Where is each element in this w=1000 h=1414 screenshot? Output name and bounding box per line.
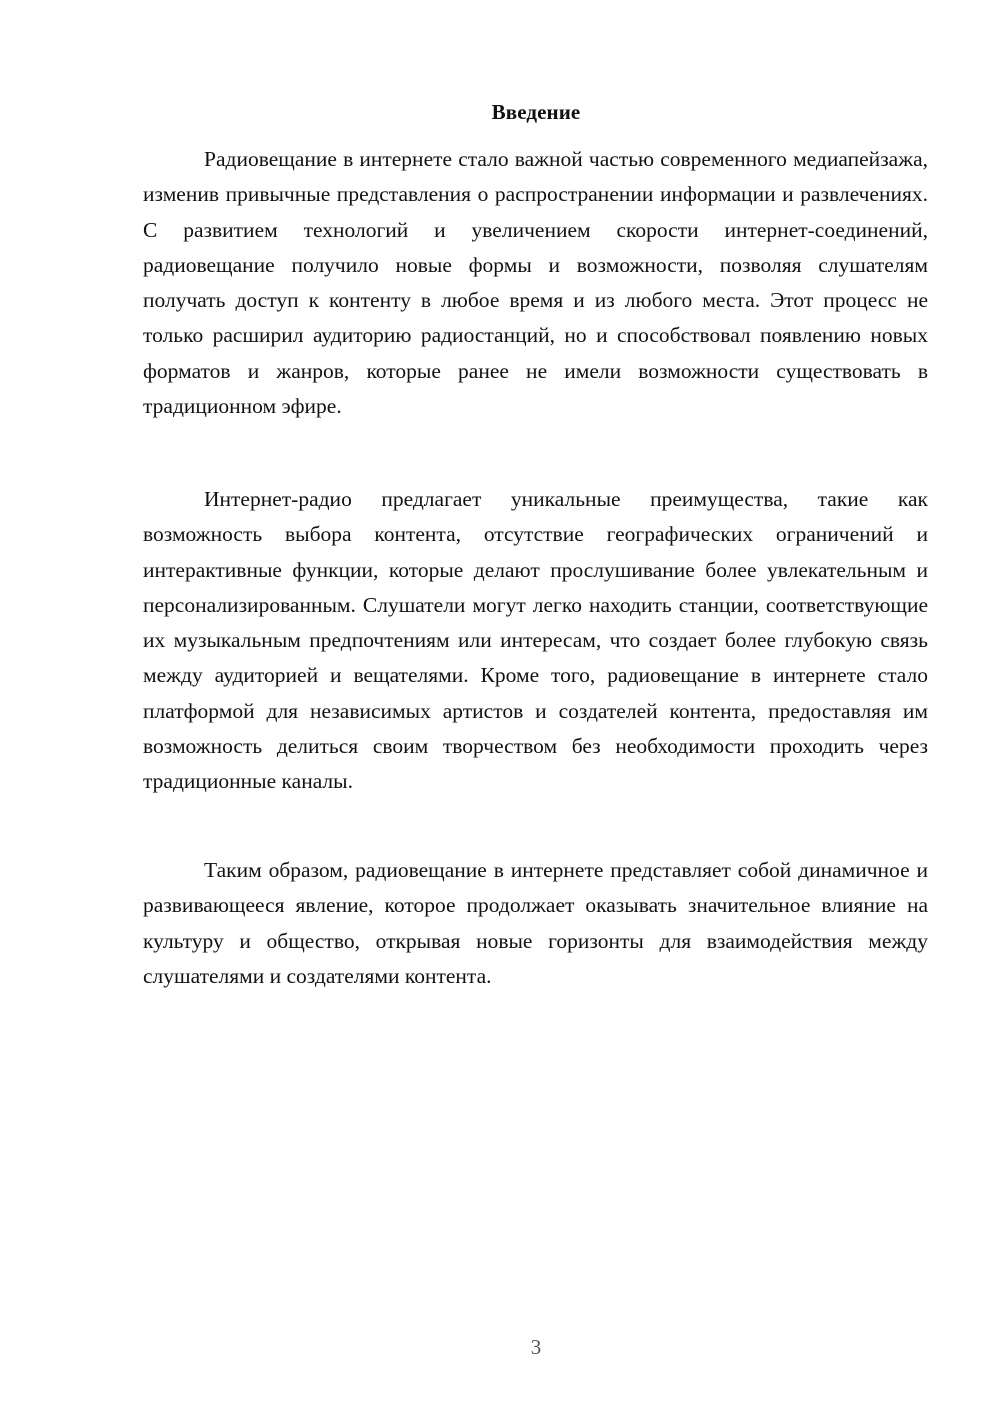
- paragraph-1: Радиовещание в интернете стало важной частью современного медиапейзажа, изменив привычные представления о распространении информации и развлечениях. С развитием технологий и увеличением скорости интернет-соединений, радиовещание получило новые формы и возможности, позволяя слушателям получать доступ к контенту в любое время и из любого места. Этот процесс не только расширил аудиторию радиостанций, но и способствовал появлению новых форматов и жанров, которые ранее не имели возможности существовать в традиционном эфире.: [143, 147, 928, 419]
- paragraph-3: Таким образом, радиовещание в интернете представляет собой динамичное и развивающееся явление, которое продолжает оказывать значительное влияние на культуру и общество, открывая новые горизонты для взаимодействия между слушателями и создателями контента.: [143, 858, 928, 988]
- paragraph-2: Интернет-радио предлагает уникальные преимущества, такие как возможность выбора контента, отсутствие географических ограничений и интерактивные функции, которые делают прослушивание более увлекательным и персонализированным. Слушатели могут легко находить станции, соответствующие их музыкальным предпочтениям или интересам, что создает более глубокую связь между аудиторией и вещателями. Кроме того, радиовещание в интернете стало платформой для независимых артистов и создателей контента, предоставляя им возможность делиться своим творчеством без необходимости проходить через традиционные каналы.: [143, 487, 928, 794]
- section-title: Введение: [491, 100, 581, 124]
- page-number: 3: [530, 1335, 542, 1359]
